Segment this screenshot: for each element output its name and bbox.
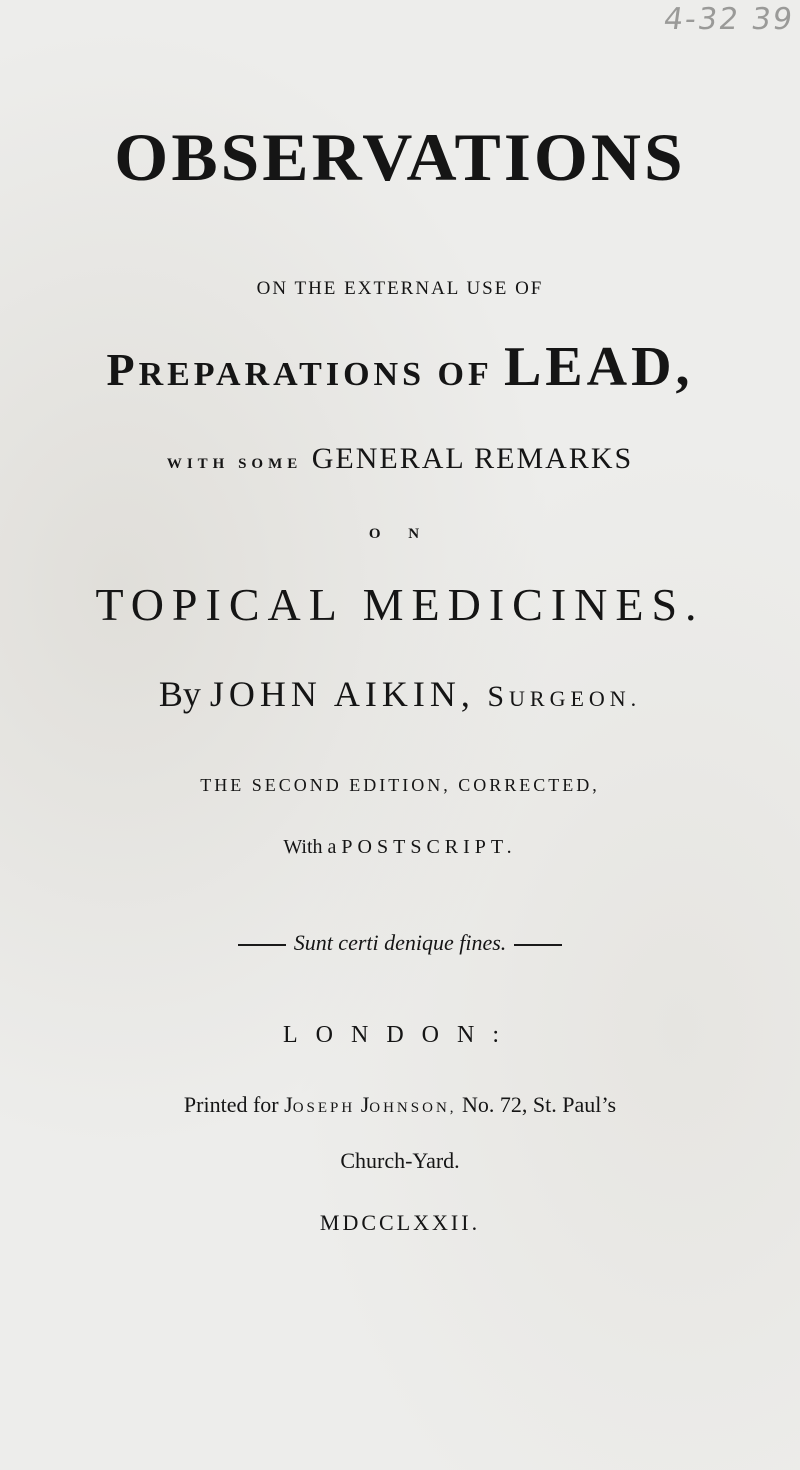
preparations-word: REPARATIONS xyxy=(138,356,425,393)
author-line xyxy=(0,673,800,715)
imprint-address: No. 72, St. Paul’s xyxy=(456,1092,617,1117)
topical-medicines-line: TOPICAL MEDICINES. xyxy=(95,579,705,630)
imprint-printer-line xyxy=(0,1092,800,1118)
johnson-initial: J xyxy=(355,1092,370,1117)
joseph-initial: J xyxy=(284,1092,293,1117)
on-line: O N xyxy=(368,526,432,542)
joseph-rest: OSEPH xyxy=(292,1100,356,1116)
imprint-church-yard: Church-Yard. xyxy=(340,1148,460,1173)
general-remarks-line xyxy=(0,442,800,476)
author-name: JOHN AIKIN, xyxy=(209,674,475,714)
edition-line: THE SECOND EDITION, CORRECTED, xyxy=(200,775,600,795)
johnson-rest: OHNSON, xyxy=(369,1100,457,1116)
preparations-initial: P xyxy=(106,344,139,395)
motto-line xyxy=(0,930,800,956)
preparations-line xyxy=(0,335,800,399)
motto-text: Sunt certi denique fines. xyxy=(293,930,507,955)
of-word: OF xyxy=(425,356,504,393)
subtitle-line: ON THE EXTERNAL USE OF xyxy=(256,278,544,299)
motto-right-rule xyxy=(514,944,562,946)
general-remarks-text: GENERAL REMARKS xyxy=(302,442,634,475)
main-title: OBSERVATIONS xyxy=(114,119,686,195)
surgeon-rest: URGEON. xyxy=(509,686,642,711)
motto-left-rule xyxy=(238,944,286,946)
surgeon-initial: S xyxy=(474,680,510,713)
lead-word: LEAD, xyxy=(503,336,694,398)
postscript-line xyxy=(0,836,800,859)
printed-for-text: Printed for xyxy=(183,1092,285,1117)
with-a-text: With a xyxy=(283,836,342,858)
by-word: By xyxy=(158,674,210,714)
imprint-city: LONDON: xyxy=(283,1022,517,1048)
library-shelf-mark: 4-32 39 xyxy=(661,2,797,37)
with-some-text: WITH SOME xyxy=(166,456,303,472)
imprint-date: MDCCLXXII. xyxy=(319,1210,481,1235)
postscript-word: POSTSCRIPT. xyxy=(341,836,517,858)
